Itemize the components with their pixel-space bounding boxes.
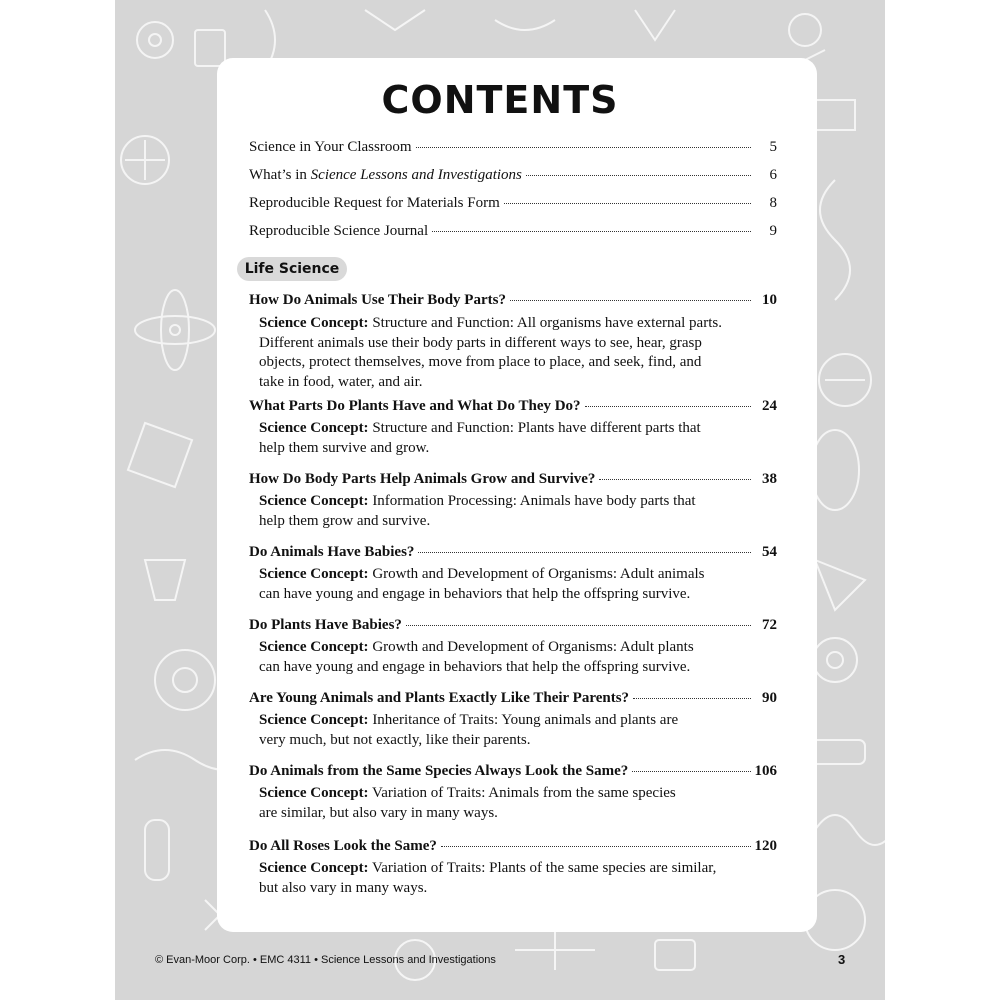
- toc-lesson-2[interactable]: [249, 398, 777, 415]
- concept-line: help them grow and survive.: [259, 512, 431, 529]
- science-concept-1: [259, 314, 759, 392]
- toc-entry-request-form[interactable]: [249, 195, 777, 212]
- concept-line: Growth and Development of Organisms: Adult plants: [368, 639, 694, 655]
- toc-page-number: 106: [754, 763, 777, 779]
- concept-line: can have young and engage in behaviors that help the offspring survive.: [259, 585, 691, 602]
- book-title-italic: Science Lessons and Investigations: [310, 167, 522, 183]
- dot-leader: [432, 231, 751, 232]
- concept-line: help them survive and grow.: [259, 439, 430, 456]
- concept-line: take in food, water, and air.: [259, 373, 423, 390]
- dot-leader: [585, 406, 751, 407]
- toc-page-number: 6: [769, 167, 777, 183]
- lesson-title: Are Young Animals and Plants Exactly Like Their Parents?: [249, 690, 630, 706]
- concept-line: Variation of Traits: Plants of the same species are similar,: [368, 860, 717, 876]
- concept-line: are similar, but also vary in many ways.: [259, 804, 498, 821]
- toc-page-number: 9: [769, 223, 777, 239]
- page-title: CONTENTS: [381, 78, 619, 122]
- dot-leader: [599, 479, 751, 480]
- toc-page-number: 8: [769, 195, 777, 211]
- toc-page-number: 10: [762, 292, 777, 308]
- science-concept-2: [259, 419, 759, 458]
- toc-page-number: 72: [762, 617, 777, 633]
- concept-line: Growth and Development of Organisms: Adult animals: [368, 566, 705, 582]
- concept-label: Science Concept:: [259, 639, 369, 655]
- science-concept-3: [259, 492, 759, 531]
- science-concept-7: [259, 784, 759, 823]
- toc-entry-science-in-your-classroom[interactable]: [249, 139, 777, 156]
- lesson-title: How Do Animals Use Their Body Parts?: [249, 292, 506, 308]
- toc-page-number: 24: [762, 398, 777, 414]
- concept-label: Science Concept:: [259, 493, 369, 509]
- toc-lesson-3[interactable]: [249, 471, 777, 488]
- concept-label: Science Concept:: [259, 566, 369, 582]
- science-concept-4: [259, 565, 759, 604]
- concept-label: Science Concept:: [259, 860, 369, 876]
- concept-label: Science Concept:: [259, 420, 369, 436]
- concept-line: Inheritance of Traits: Young animals and plants are: [368, 712, 679, 728]
- concept-line: but also vary in many ways.: [259, 879, 428, 896]
- toc-entry-label: Reproducible Request for Materials Form: [249, 195, 500, 211]
- toc-page-number: 38: [762, 471, 777, 487]
- toc-page-number: 90: [762, 690, 777, 706]
- dot-leader: [526, 175, 751, 176]
- toc-lesson-5[interactable]: [249, 617, 777, 634]
- toc-entry-label: Reproducible Science Journal: [249, 223, 429, 239]
- science-concept-8: [259, 859, 759, 898]
- toc-page-number: 120: [754, 838, 777, 854]
- lesson-title: Do Animals from the Same Species Always Look the Same?: [249, 763, 629, 779]
- concept-line: objects, protect themselves, move from place to place, and seek, find, and: [259, 354, 702, 370]
- toc-lesson-6[interactable]: [249, 690, 777, 707]
- dot-leader: [632, 771, 750, 772]
- concept-line: very much, but not exactly, like their parents.: [259, 731, 531, 748]
- dot-leader: [416, 147, 752, 148]
- concept-line: Structure and Function: All organisms have external parts.: [368, 315, 722, 331]
- toc-entry-label-prefix: What’s in: [249, 167, 311, 183]
- toc-lesson-1[interactable]: [249, 292, 777, 309]
- footer-credit: © Evan-Moor Corp. • EMC 4311 • Science Lessons and Investigations: [155, 954, 496, 966]
- toc-lesson-4[interactable]: [249, 544, 777, 561]
- dot-leader: [418, 552, 751, 553]
- lesson-title: Do All Roses Look the Same?: [249, 838, 437, 854]
- toc-entry-label: [249, 167, 522, 184]
- science-concept-6: [259, 711, 759, 750]
- footer-page-number: 3: [838, 952, 846, 967]
- concept-line: Different animals use their body parts in different ways to see, hear, grasp: [259, 334, 702, 351]
- toc-page-number: 54: [762, 544, 777, 560]
- toc-entry-whats-in[interactable]: [249, 167, 777, 184]
- concept-line: Structure and Function: Plants have different parts that: [368, 420, 701, 436]
- dot-leader: [633, 698, 751, 699]
- concept-label: Science Concept:: [259, 712, 369, 728]
- science-concept-5: [259, 638, 759, 677]
- toc-lesson-7[interactable]: [249, 763, 777, 780]
- section-heading-life-science: Life Science: [237, 257, 347, 281]
- concept-label: Science Concept:: [259, 315, 369, 331]
- concept-line: can have young and engage in behaviors that help the offspring survive.: [259, 658, 691, 675]
- concept-line: Information Processing: Animals have body parts that: [368, 493, 696, 509]
- toc-page-number: 5: [769, 139, 777, 155]
- toc-entry-label: Science in Your Classroom: [249, 139, 412, 155]
- concept-label: Science Concept:: [259, 785, 369, 801]
- dot-leader: [510, 300, 751, 301]
- dot-leader: [406, 625, 751, 626]
- lesson-title: Do Plants Have Babies?: [249, 617, 402, 633]
- lesson-title: How Do Body Parts Help Animals Grow and Survive?: [249, 471, 596, 487]
- lesson-title: Do Animals Have Babies?: [249, 544, 415, 560]
- toc-lesson-8[interactable]: [249, 838, 777, 855]
- dot-leader: [504, 203, 751, 204]
- lesson-title: What Parts Do Plants Have and What Do They Do?: [249, 398, 581, 414]
- toc-entry-science-journal[interactable]: [249, 223, 777, 240]
- dot-leader: [441, 846, 751, 847]
- concept-line: Variation of Traits: Animals from the same species: [368, 785, 676, 801]
